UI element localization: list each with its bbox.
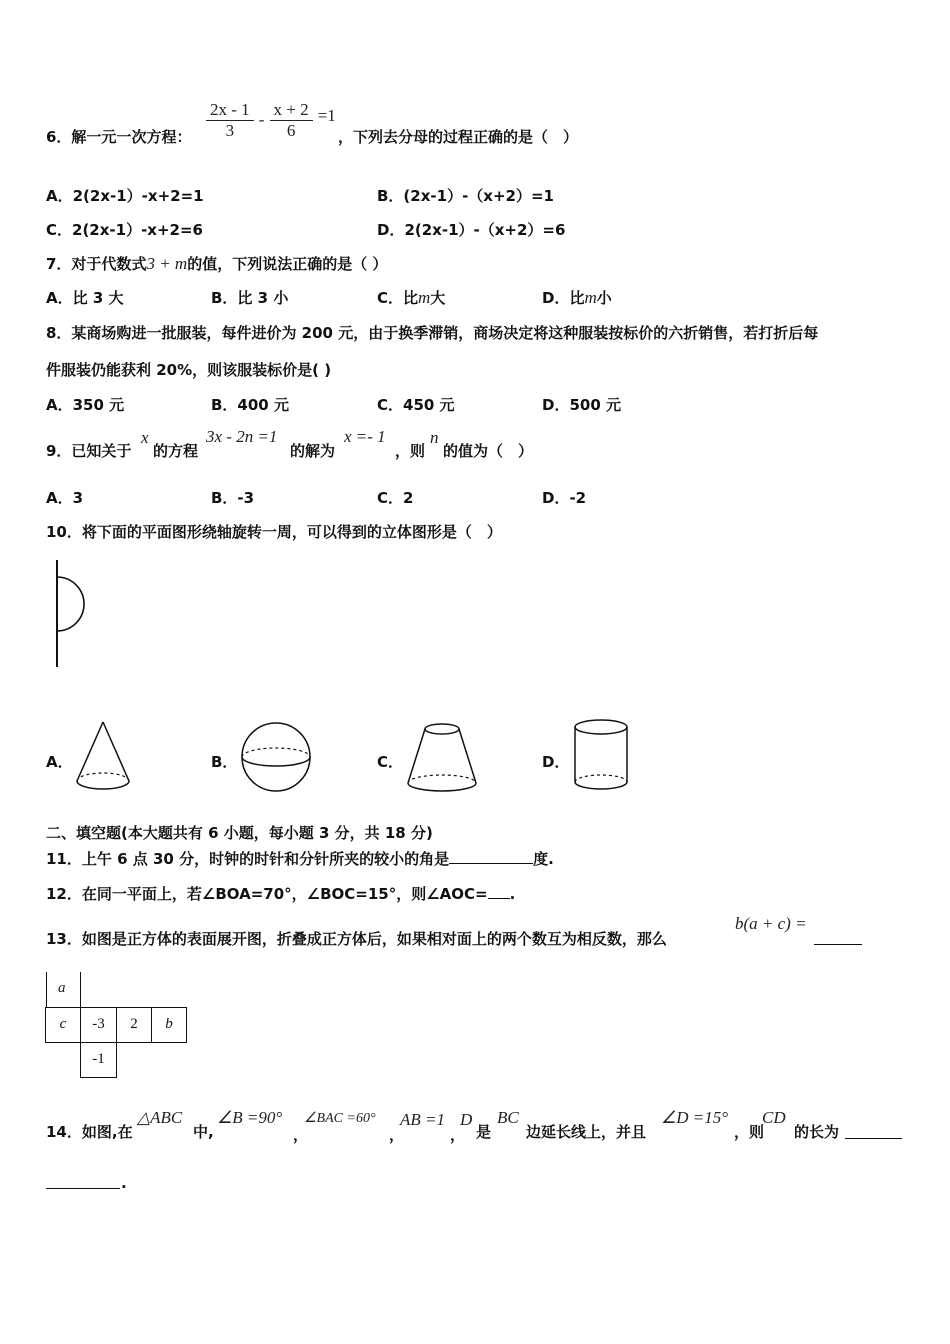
q9-var-n: n [430,428,439,447]
cone-figure [72,718,136,798]
q14-angle-b: ∠B =90° [217,1108,283,1127]
q8-line-1: 8．某商场购进一批服装，每件进价为 200 元，由于换季滞销，商场决定将这种服装按标价的六折销售，若打折后每 [46,324,819,342]
q8-option-d: D．500 元 [542,396,621,414]
q9-solution: x =- 1 [344,427,386,446]
q14-bc: BC [497,1108,519,1127]
q7-prefix: 7．对于代数式 [46,255,147,273]
q7-option-d-var: m [584,288,597,307]
q6-minus: - [258,110,265,129]
q7-suffix: 的值，下列说法正确的是（ ） [187,255,388,273]
q9-prefix: 9．已知关于 [46,442,132,460]
q14-ab: AB =1 [400,1110,445,1129]
q7-option-d [542,289,612,307]
q8-line-2: 件服装仍能获利 20%，则该服装标价是( ) [46,361,332,379]
q10-label-c: C． [377,753,404,771]
q14-end: . [121,1174,127,1192]
q7-option-b: B．比 3 小 [211,289,289,307]
q7-option-c [377,289,445,307]
q9-equation: 3x - 2n =1 [206,427,278,446]
q9-option-c: C．2 [377,489,414,507]
q14-angle-bac: ∠BAC =60° [304,1111,376,1126]
q9-mid-1: 的方程 [153,442,199,460]
sphere-figure [240,721,314,795]
net-cell-a: a [58,980,66,996]
q10-label-a: A． [46,753,73,771]
q14-text-8: 的长为 [794,1123,840,1141]
semicircle [57,577,84,631]
q12 [46,884,515,903]
q10-label-b: B． [211,753,238,771]
q6-frac1-denominator: 3 [225,121,235,140]
q6-fraction-1 [206,100,254,141]
section-2-title: 二、填空题(本大题共有 6 小题，每小题 3 分，共 18 分) [46,824,433,842]
q7-option-a: A．比 3 大 [46,289,124,307]
q7-option-c-prefix: C．比 [377,289,419,307]
q6-equals: =1 [317,106,336,125]
q14-answer-blank-1[interactable] [845,1124,902,1139]
q11 [46,849,554,868]
q13-answer-blank[interactable] [814,930,862,945]
q9-mid-3: ，则 [395,442,426,460]
q6-fraction-2 [270,100,313,141]
q6-frac2-denominator: 6 [286,121,296,140]
q6-suffix: ，下列去分母的过程正确的是（ ） [338,128,579,146]
q7-option-c-var: m [418,288,431,307]
q14-text-6: 边延长线上，并且 [526,1123,647,1141]
q11-prefix: 11．上午 6 点 30 分，时钟的时针和分针所夹的较小的角是 [46,850,450,868]
q7-option-d-prefix: D．比 [542,289,585,307]
net-top-left-line [46,972,47,1008]
q7-option-c-suffix: 大 [430,289,446,307]
q6-option-d: D．2(2x-1）-（x+2）=6 [377,221,566,239]
q11-answer-blank[interactable] [449,849,533,864]
q10-stem: 10．将下面的平面图形绕轴旋转一周，可以得到的立体图形是（ ） [46,523,502,541]
q14-angle-d: ∠D =15° [661,1108,729,1127]
frustum-figure [404,721,480,797]
q14-text-7: ，则 [734,1123,765,1141]
q13-stem: 13．如图是正方体的表面展开图，折叠成正方体后，如果相对面上的两个数互为相反数，那么 [46,930,667,948]
q9-mid-2: 的解为 [290,442,336,460]
cylinder-figure [572,718,632,798]
q9-var-x: x [141,428,149,447]
net-cell-2: 2 [116,1007,152,1043]
q14-text-3: ， [389,1126,405,1144]
q7-expression: 3 + m [146,254,188,273]
q14-cd: CD [762,1108,786,1127]
q11-suffix: 度. [533,850,554,868]
net-cell-c: c [45,1007,81,1043]
q14-answer-blank-2[interactable] [46,1174,120,1189]
q8-option-c: C．450 元 [377,396,455,414]
q13-expression: b(a + c) = [735,914,807,933]
q14-prefix: 14．如图,在 [46,1123,133,1141]
q12-suffix: . [509,885,516,903]
q14-triangle: △ABC [137,1108,183,1127]
q12-prefix: 12．在同一平面上，若∠BOA=70°，∠BOC=15°，则∠AOC= [46,885,488,903]
net-cell-b: b [151,1007,187,1043]
q14-text-4: ， [450,1126,466,1144]
q12-answer-blank[interactable] [488,884,510,899]
q6-option-c: C．2(2x-1）-x+2=6 [46,221,203,239]
q8-option-a: A．350 元 [46,396,125,414]
q9-option-a: A．3 [46,489,84,507]
q6-option-b: B．(2x-1）-（x+2）=1 [377,187,554,205]
q6-frac2-numerator: x + 2 [270,100,313,121]
q14-text-1: 中, [193,1123,214,1141]
q8-option-b: B．400 元 [211,396,289,414]
q10-plane-figure [40,555,100,675]
net-cell-minus3: -3 [80,1007,117,1043]
q14-text-2: ， [293,1126,309,1144]
q6-equation [206,100,336,141]
q6-frac1-numerator: 2x - 1 [206,100,254,121]
q9-option-d: D．-2 [542,489,587,507]
net-top-right-line [80,972,81,1008]
q6-prefix: 6．解一元一次方程： [46,128,192,146]
q7-stem [46,255,387,273]
q6-option-a: A．2(2x-1）-x+2=1 [46,187,204,205]
q10-label-d: D． [542,753,570,771]
q14-d: D [460,1110,473,1129]
net-cell-minus1: -1 [80,1042,117,1078]
q9-option-b: B．-3 [211,489,255,507]
q14-text-5: 是 [476,1123,492,1141]
q9-suffix: 的值为（ ） [443,442,534,460]
q7-option-d-suffix: 小 [596,289,612,307]
